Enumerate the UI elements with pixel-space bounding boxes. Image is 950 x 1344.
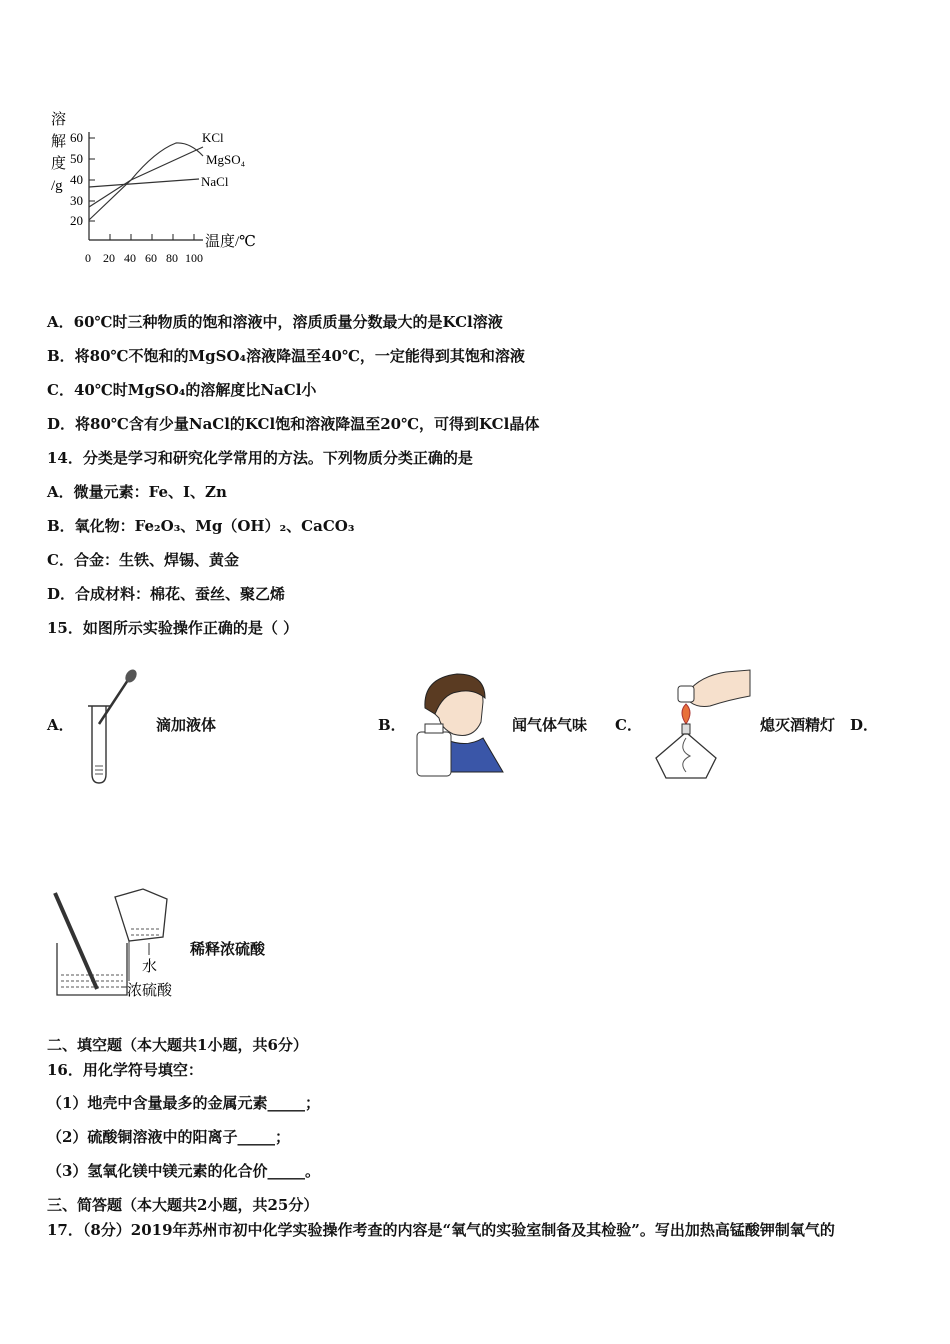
y-tick-50: 50 xyxy=(70,151,83,166)
q15-d-text: 稀释浓硫酸 xyxy=(190,940,266,958)
section-2-heading: 二、填空题（本大题共1小题，共6分） xyxy=(47,1036,308,1054)
x-tick-80: 80 xyxy=(166,251,178,265)
x-tick-40: 40 xyxy=(124,251,136,265)
q13-option-c: C．40℃时MgSO₄的溶解度比NaCl小 xyxy=(47,381,317,399)
q15-stem: 15．如图所示实验操作正确的是（ ） xyxy=(47,619,299,637)
series-label-kcl: KCl xyxy=(202,130,224,145)
q15-c-text: 熄灭酒精灯 xyxy=(760,716,836,734)
q16-part-3: （3）氢氧化镁中镁元素的化合价_____。 xyxy=(47,1162,320,1180)
x-tick-20: 20 xyxy=(103,251,115,265)
q14-stem: 14．分类是学习和研究化学常用的方法。下列物质分类正确的是 xyxy=(47,449,473,467)
q13-option-a: A．60℃时三种物质的饱和溶液中，溶质质量分数最大的是KCl溶液 xyxy=(47,313,503,331)
ylabel-char-2: 解 xyxy=(51,134,67,150)
smelling-gas-image xyxy=(413,668,505,780)
series-label-nacl: NaCl xyxy=(201,174,229,189)
dropper-test-tube-image xyxy=(80,666,142,788)
water-label: 水 xyxy=(142,959,158,975)
alcohol-lamp-image xyxy=(648,662,754,784)
q14-option-a: A．微量元素：Fe、I、Zn xyxy=(47,483,227,501)
q16-part-1: （1）地壳中含量最多的金属元素_____； xyxy=(47,1094,320,1112)
y-tick-40: 40 xyxy=(70,172,83,187)
ylabel-char-4: /g xyxy=(51,178,63,194)
q15-d-letter: D． xyxy=(850,716,879,734)
q15-c-letter: C． xyxy=(615,716,642,734)
y-tick-30: 30 xyxy=(70,193,83,208)
section-3-heading: 三、简答题（本大题共2小题，共25分） xyxy=(47,1196,319,1214)
x-tick-60: 60 xyxy=(145,251,157,265)
q17-stem: 17．（8分）2019年苏州市初中化学实验操作考查的内容是“氧气的实验室制备及其检验”。写出加热高锰酸钾制氧气的 xyxy=(47,1221,835,1239)
dilute-acid-image xyxy=(45,885,190,1003)
q15-b-letter: B． xyxy=(378,716,406,734)
q13-option-b: B．将80℃不饱和的MgSO₄溶液降温至40℃，一定能得到其饱和溶液 xyxy=(47,347,525,365)
q14-option-d: D．合成材料：棉花、蚕丝、聚乙烯 xyxy=(47,585,286,603)
q13-option-d: D．将80℃含有少量NaCl的KCl饱和溶液降温至20℃，可得到KCl晶体 xyxy=(47,415,540,433)
q14-option-b: B．氧化物：Fe₂O₃、Mg（OH）₂、CaCO₃ xyxy=(47,517,355,535)
acid-label: 浓硫酸 xyxy=(127,983,173,999)
x-axis-label: 温度/℃ xyxy=(205,234,256,250)
y-tick-60: 60 xyxy=(70,130,83,145)
q15-a-letter: A． xyxy=(47,716,74,734)
q15-a-text: 滴加液体 xyxy=(156,716,217,734)
q16-part-2: （2）硫酸铜溶液中的阳离子_____； xyxy=(47,1128,290,1146)
ylabel-char-3: 度 xyxy=(51,156,67,172)
x-tick-0: 0 xyxy=(85,251,91,265)
ylabel-char-1: 溶 xyxy=(51,112,67,128)
q16-stem: 16．用化学符号填空： xyxy=(47,1061,203,1079)
y-tick-20: 20 xyxy=(70,213,83,228)
nacl-curve xyxy=(89,179,199,187)
q14-option-c: C．合金：生铁、焊锡、黄金 xyxy=(47,551,239,569)
q15-b-text: 闻气体气味 xyxy=(512,716,588,734)
kcl-curve xyxy=(89,147,203,207)
solubility-chart xyxy=(45,108,275,273)
series-label-mgso4: MgSO₄ xyxy=(206,152,246,167)
x-tick-100: 100 xyxy=(185,251,203,265)
